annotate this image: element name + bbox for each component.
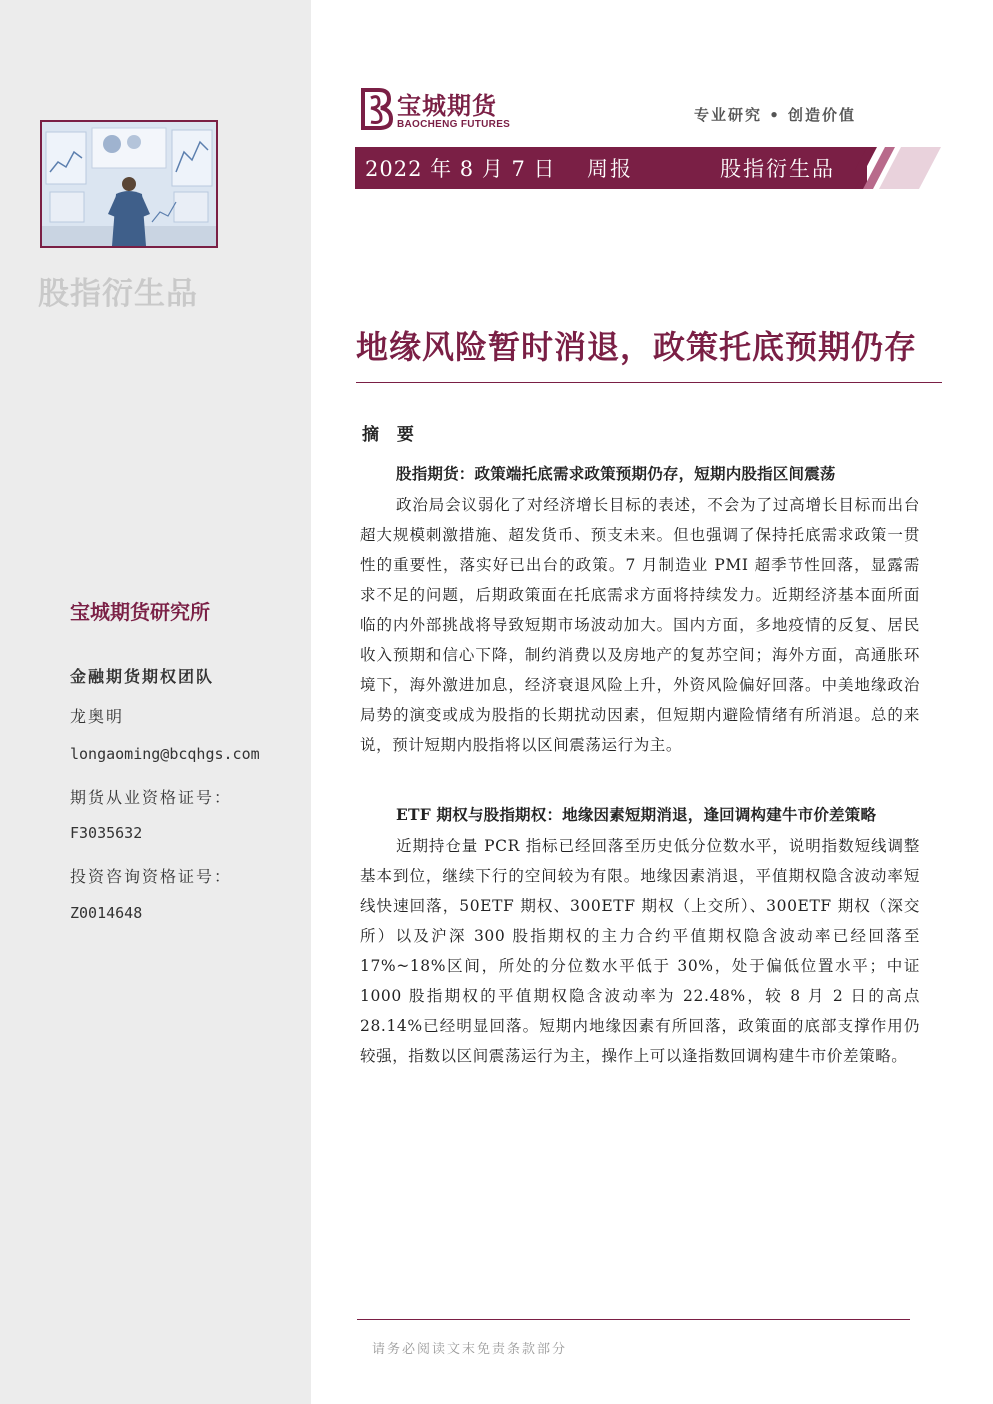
analyst-name: 龙奥明 — [70, 707, 125, 726]
page-title: 地缘风险暂时消退，政策托底预期仍存 — [356, 328, 918, 366]
report-type: 周报 — [587, 157, 633, 181]
section-body: 政治局会议弱化了对经济增长目标的表述，不会为了过高增长目标而出台超大规模刺激措施、超发货币、预支未来。但也强调了保持托底需求政策一贯性的重要性，落实好已出台的政策。7 月制造业 PMI 超季节性回落，显露需求不足的问题，后期政策面在托底需求方面将持续发力。近期经济基本面所面临的内外部挑战将导致短期市场波动加大。国内方面，多地疫情的反复、居民收入预期和信心下降，制约消费以及房地产的复苏空间；海外方面，高通胀环境下，海外激进加息，经济衰退风险上升，外资风险偏好回落。中美地缘政治局势的演变或成为股指的长期扰动因素，但短期内避险情绪有所消退。总的来说，预计短期内股指将以区间震荡运行为主。 — [360, 496, 920, 754]
team-name: 金融期货期权团队 — [70, 667, 215, 686]
baocheng-logo-icon — [357, 86, 397, 132]
banner-stripes-icon — [855, 147, 941, 189]
cover-image — [40, 120, 218, 248]
report-category: 股指衍生品 — [720, 157, 835, 181]
futures-cert-label: 期货从业资格证号： — [70, 788, 233, 807]
section-heading: ETF 期权与股指期权：地缘因素短期消退，逢回调构建牛市价差策略 — [396, 805, 877, 824]
report-date: 2022 年 8 月 7 日 — [365, 157, 556, 181]
sidebar-category: 股指衍生品 — [38, 276, 198, 312]
invest-cert-label: 投资咨询资格证号： — [70, 867, 233, 886]
slogan: 专业研究 • 创造价值 — [694, 106, 857, 124]
section-index-futures — [360, 462, 920, 760]
sidebar — [0, 0, 311, 1404]
title-divider — [356, 382, 942, 383]
institute-name: 宝城期货研究所 — [70, 600, 210, 624]
report-banner — [355, 147, 941, 189]
section-body: 近期持仓量 PCR 指标已经回落至历史低分位数水平，说明指数短线调整基本到位，继续下行的空间较为有限。地缘因素消退，平值期权隐含波动率短线快速回落，50ETF 期权、300ETF 期权（上交所）、300ETF 期权（深交所）以及沪深 300 股指期权的主力合约平值期权隐含波动率已经回落至 17%~18%区间，所处的分位数水平低于 30%，处于偏低位置水平；中证 1000 股指期权的平值期权隐含波动率为 22.48%，较 8 月 2 日的高点 28.14%已经明显回落。短期内地缘因素有所回落，政策面的底部支撑作用仍较强，指数以区间震荡运行为主，操作上可以逢指数回调构建牛市价差策略。 — [360, 837, 920, 1065]
futures-cert-number: F3035632 — [70, 824, 143, 842]
disclaimer-note: 请务必阅读文末免责条款部分 — [372, 1342, 568, 1357]
analyst-email: longaoming@bcqhgs.com — [70, 745, 260, 763]
logo-text-cn: 宝城期货 — [397, 92, 497, 120]
section-heading: 股指期货：政策端托底需求政策预期仍存，短期内股指区间震荡 — [396, 464, 836, 483]
logo-text-en: BAOCHENG FUTURES — [397, 119, 511, 130]
abstract-label: 摘 要 — [362, 425, 420, 445]
invest-cert-number: Z0014648 — [70, 904, 143, 922]
cover-illustration — [42, 122, 216, 246]
section-options — [360, 803, 920, 1071]
footer-divider — [357, 1319, 910, 1320]
